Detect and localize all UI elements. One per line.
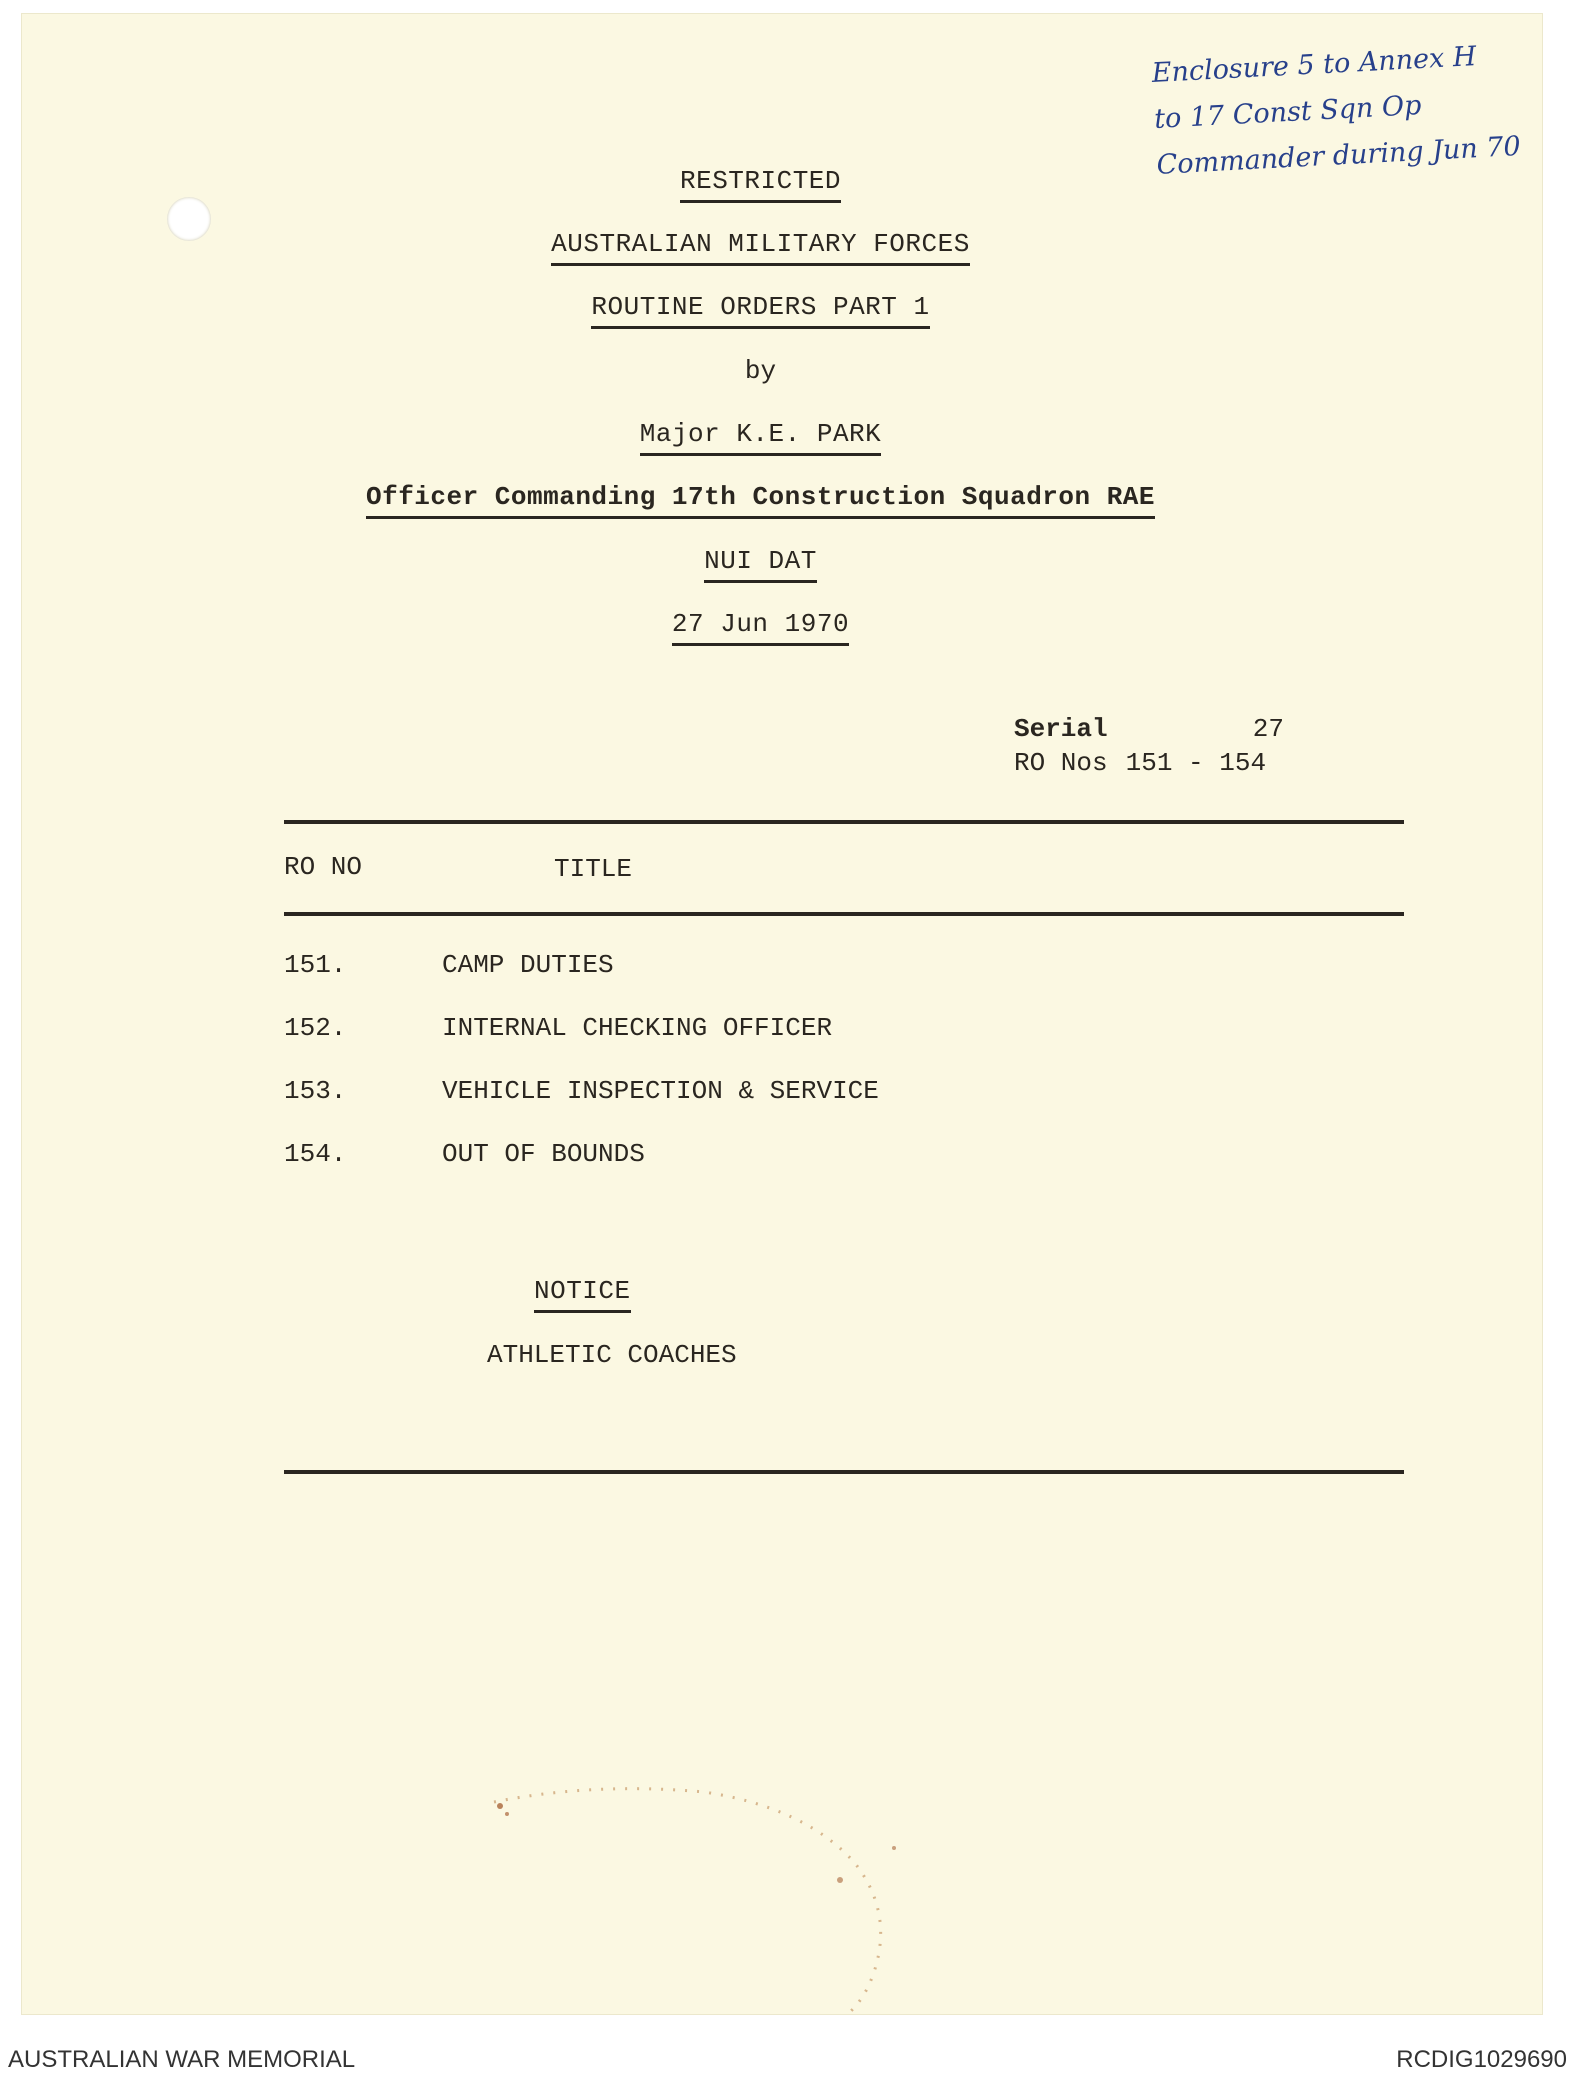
table-header-rule [284,912,1404,916]
stain-mark [474,1762,1074,2022]
archive-footer-right: RCDIG1029690 [1396,2046,1567,2073]
annotation-line: Enclosure 5 to Annex H [1151,41,1478,90]
notice-item: ATHLETIC COACHES [487,1340,737,1370]
serial-value: 27 [1252,714,1284,744]
notice-heading: NOTICE [534,1276,631,1313]
ro-number: 152. [284,1013,347,1043]
officer-name: Major K.E. PARK [640,419,882,456]
serial-label: Serial [1014,714,1108,744]
document-page [22,14,1542,2014]
officer-role: Officer Commanding 17th Construction Squadron RAE [366,482,1155,519]
order-date: 27 Jun 1970 [672,609,849,646]
ro-number: 151. [284,950,347,980]
serial-block [1014,712,1284,780]
column-header-title: TITLE [554,854,633,884]
document-title: ROUTINE ORDERS PART 1 [591,292,929,329]
ro-nos-value: 151 - 154 [1125,748,1267,778]
classification-heading: RESTRICTED [680,166,841,203]
annotation-line: Commander during Jun 70 [1155,130,1522,181]
ro-title: INTERNAL CHECKING OFFICER [442,1013,833,1043]
table-top-rule [284,820,1404,824]
ro-number: 153. [284,1076,347,1106]
location: NUI DAT [704,546,817,583]
ro-title: VEHICLE INSPECTION & SERVICE [442,1076,879,1106]
ro-nos-label: RO Nos [1014,748,1108,778]
archive-footer-left: AUSTRALIAN WAR MEMORIAL [8,2046,356,2073]
column-header-ro-no: RO NO [284,852,363,882]
by-text: by [744,356,777,386]
ro-title: OUT OF BOUNDS [442,1139,645,1169]
handwritten-annotation [1151,29,1578,189]
ro-number: 154. [284,1139,347,1169]
table-bottom-rule [284,1470,1404,1474]
organisation-heading: AUSTRALIAN MILITARY FORCES [551,229,970,266]
annotation-line: to 17 Const Sqn Op [1153,90,1423,135]
ro-title: CAMP DUTIES [442,950,614,980]
